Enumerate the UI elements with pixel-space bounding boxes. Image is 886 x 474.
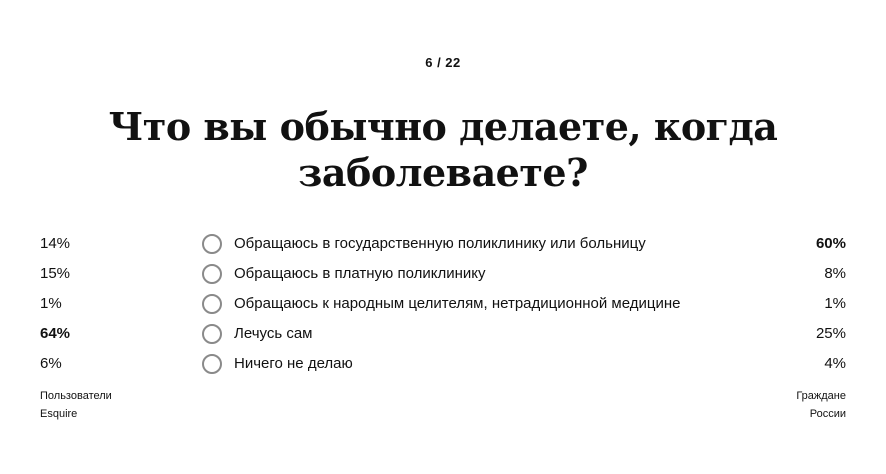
- esquire-percent: 1%: [40, 295, 62, 312]
- question-title: [80, 104, 806, 196]
- esquire-percent: 15%: [40, 265, 71, 282]
- answer-row: [0, 349, 886, 379]
- legend-esquire-users: [40, 387, 112, 423]
- radio-icon[interactable]: [202, 354, 222, 374]
- answer-label: Лечусь сам: [234, 325, 313, 342]
- legend-russian-citizens: [796, 387, 846, 423]
- legend-russia-line2: России: [809, 408, 846, 420]
- answer-row: [0, 289, 886, 319]
- question-title-line2: заболеваете?: [298, 150, 588, 195]
- legend-esquire-line1: Пользователи: [40, 390, 112, 402]
- russia-percent: 25%: [815, 325, 846, 342]
- question-progress: 6 / 22: [425, 55, 461, 70]
- answer-option-state-clinic[interactable]: [202, 234, 646, 254]
- russia-percent: 8%: [824, 265, 846, 282]
- answer-option-self-treat[interactable]: [202, 324, 312, 344]
- answer-row: [0, 259, 886, 289]
- answer-label: Обращаюсь в государственную поликлинику или больницу: [234, 235, 646, 252]
- answer-list: [0, 229, 886, 379]
- radio-icon[interactable]: [202, 324, 222, 344]
- esquire-percent: 64%: [40, 325, 71, 342]
- legend-esquire-line2: Esquire: [40, 408, 78, 420]
- russia-percent: 4%: [824, 355, 846, 372]
- answer-option-do-nothing[interactable]: [202, 354, 353, 374]
- answer-option-paid-clinic[interactable]: [202, 264, 485, 284]
- answer-label: Обращаюсь в платную поликлинику: [234, 265, 486, 282]
- russia-percent: 60%: [815, 235, 846, 252]
- legend-russia-line1: Граждане: [796, 390, 846, 402]
- esquire-percent: 14%: [40, 235, 71, 252]
- radio-icon[interactable]: [202, 264, 222, 284]
- russia-percent: 1%: [824, 295, 846, 312]
- question-title-line1: Что вы обычно делаете, когда: [108, 104, 778, 149]
- answer-label: Ничего не делаю: [234, 355, 353, 372]
- answer-row: [0, 229, 886, 259]
- radio-icon[interactable]: [202, 234, 222, 254]
- esquire-percent: 6%: [40, 355, 62, 372]
- answer-label: Обращаюсь к народным целителям, нетрадиционной медицине: [234, 295, 681, 312]
- answer-option-folk-healers[interactable]: [202, 294, 680, 314]
- radio-icon[interactable]: [202, 294, 222, 314]
- answer-row: [0, 319, 886, 349]
